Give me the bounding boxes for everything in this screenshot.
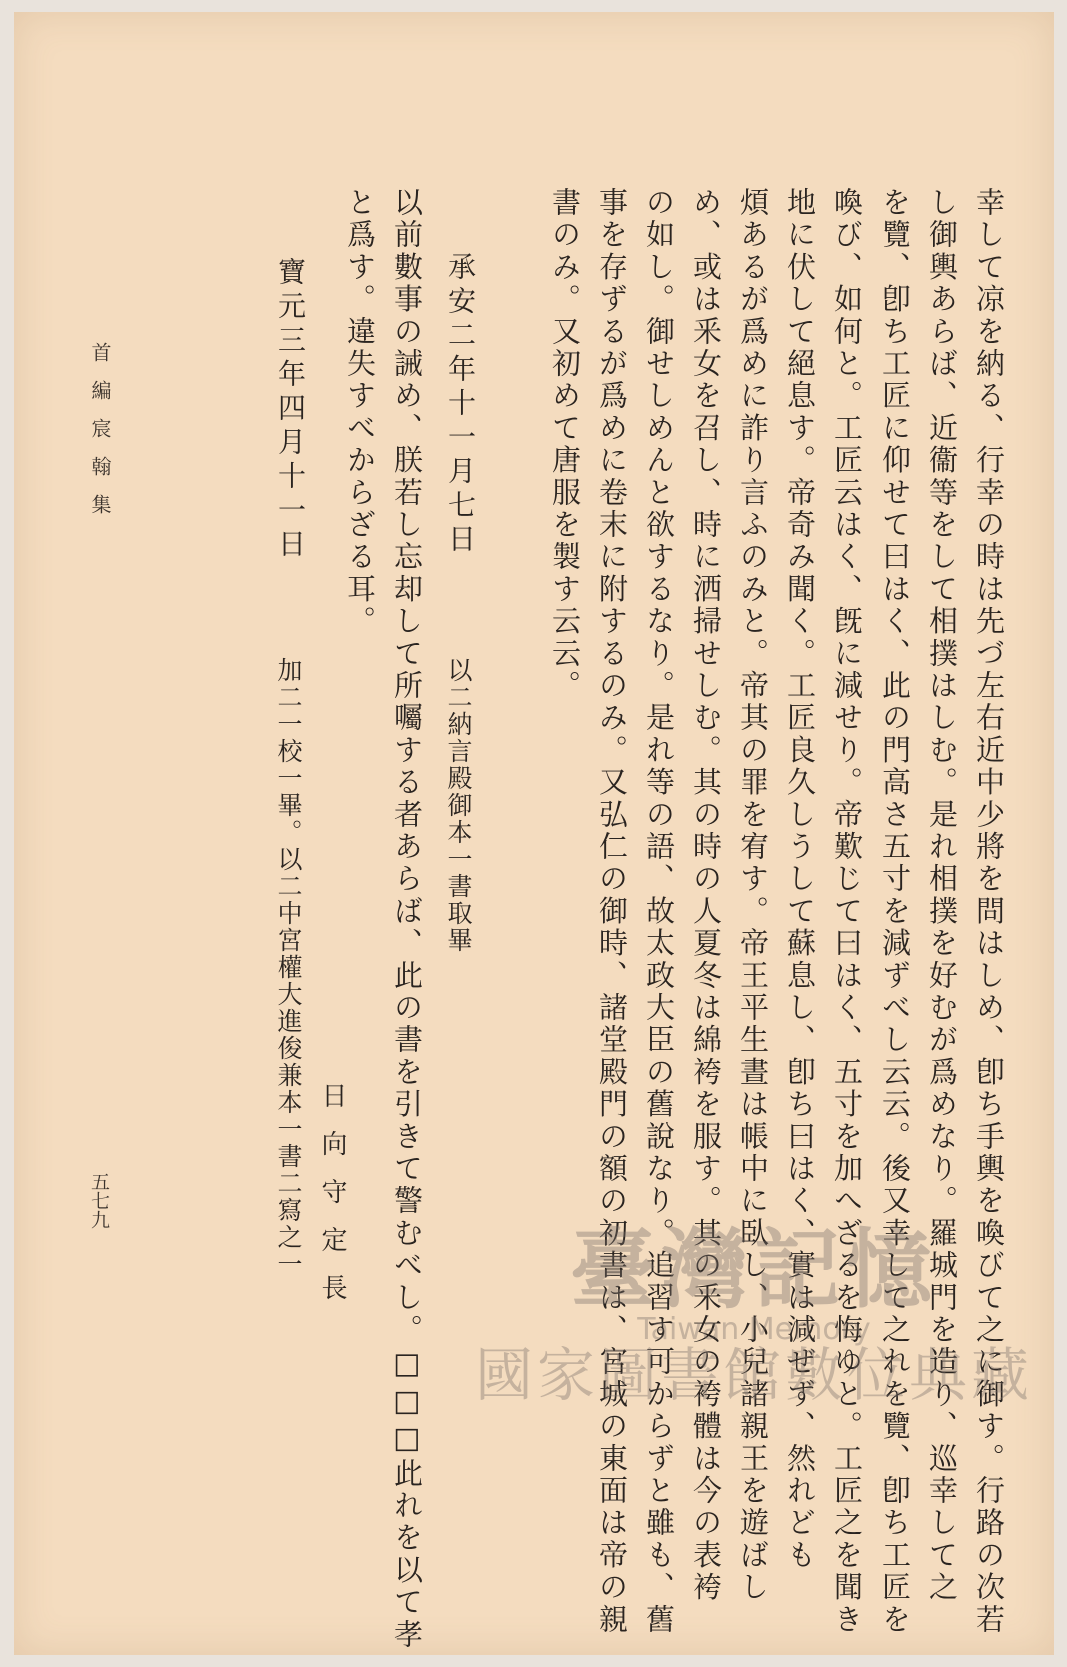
page-number: 五七九 [88,1172,110,1229]
text-column-1: 幸して凉を納る、行幸の時は先づ左右近中少將を問はしめ、卽ち手輿を喚びて之に御す。行路の次若 [972,187,1006,1636]
watermark-chinese: 國家圖書館數位典藏 [474,1341,1033,1409]
text-column-7: め、或は釆女を召し、時に洒掃せしむ。其の時の人夏冬は綿袴を服す。其の釆女の袴體は今の表袴 [689,187,723,1604]
text-column-8: の如し。御せしめんと欲するなり。是れ等の語、故太政大臣の舊說なり。追習す可からずと雖も、舊 [642,187,676,1636]
text-column-4: 喚び、如何と。工匠云はく、旣に減せり。帝歎じて曰はく、五寸を加へざるを悔ゆと。工匠之を聞き [830,187,864,1636]
text-column-11: 以前數事の誡め、朕若し忘却して所囑する者あらば、此の書を引きて警むべし。□□□此れを以て孝 [390,187,424,1651]
colophon-date-1: 承安二年十一月七日 [444,252,477,558]
text-column-10: 書のみ。又初めて唐服を製す云云。 [548,187,582,703]
colophon-date-2: 寶元三年四月十一日 [274,257,307,563]
text-column-3: を覽、卽ち工匠に仰せて曰はく、此の門高さ五寸を減ずべし云云。後又幸して之れを覽、卽ち工匠を [878,187,912,1636]
running-footer: 首編宸翰集 [88,342,112,532]
watermark-seal: 臺灣記憶 [570,1219,938,1320]
text-column-9: 事を存ずるが爲めに卷末に附するのみ。又弘仁の御時、諸堂殿門の額の初書は、宮城の東面は帝の親 [595,187,629,1636]
text-column-12: と爲す。違失すべからざる耳。 [343,187,377,638]
library-watermark [459,1219,1049,1467]
signature: 日向守定長 [317,1082,347,1322]
colophon-note-2: 加二一校一畢。以二中宮權大進俊兼本一書二寫之一 [274,657,303,1278]
watermark-english: Taiwan Memory [637,1312,871,1347]
text-column-6: 煩あるが爲めに詐り言ふのみと。帝其の罪を宥す。帝王平生晝は帳中に臥し、小兒諸親王を遊ばし [736,187,770,1604]
colophon-note-1: 以二納言殿御本一書取畢 [444,657,473,954]
document-page [14,12,1054,1655]
text-column-2: し御輿あらば、近衞等をして相撲はしむ。是れ相撲を好むが爲めなり。羅城門を造り、巡幸して之 [925,187,959,1604]
text-column-5: 地に伏して絕息す。帝奇み聞く。工匠良久しうして蘇息し、卽ち曰はく、實は減ぜず、然れども [783,187,817,1572]
